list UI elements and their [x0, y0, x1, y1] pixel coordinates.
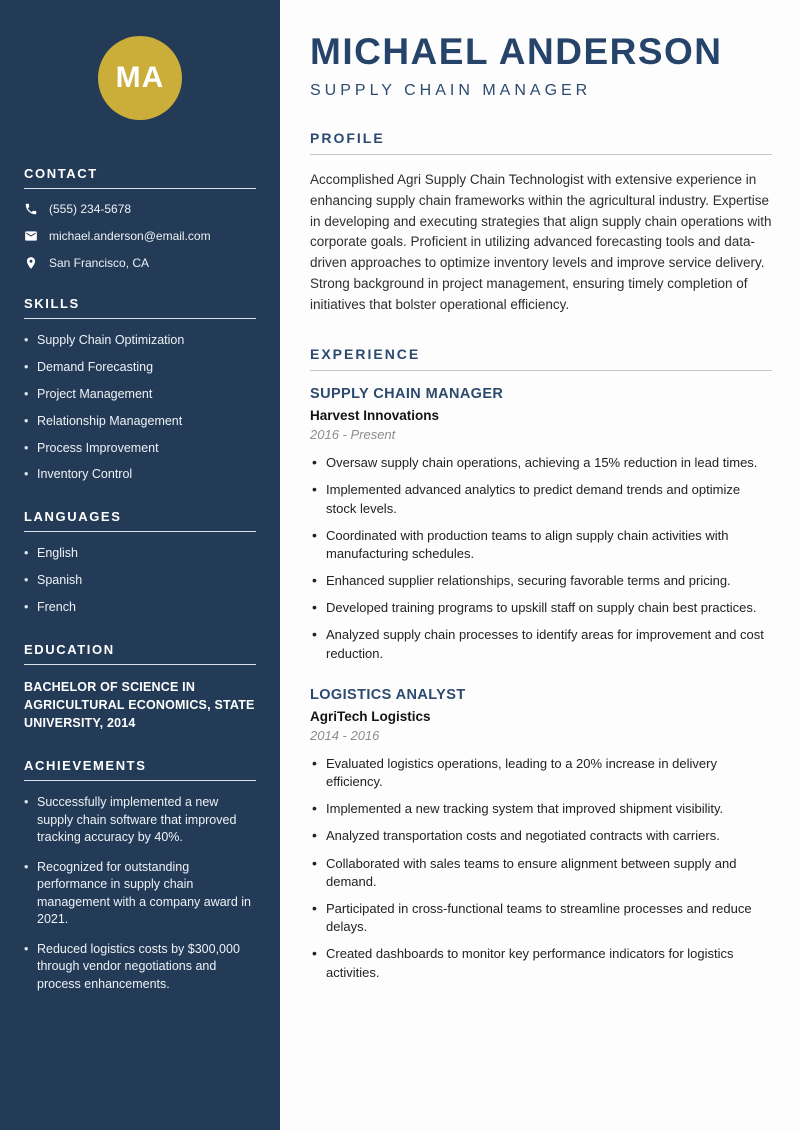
job-bullets: [310, 454, 772, 663]
candidate-name: MICHAEL ANDERSON: [310, 31, 723, 72]
phone-icon: [24, 202, 38, 216]
job-bullet: • Participated in cross-functional teams to streamline processes and reduce delays.: [310, 900, 772, 936]
achievement-item: • Successfully implemented a new supply chain software that improved tracking accuracy by 40%.: [24, 794, 256, 847]
job-block-2: [310, 687, 772, 982]
profile-heading: PROFILE: [310, 130, 772, 155]
candidate-job-title: SUPPLY CHAIN MANAGER: [310, 81, 592, 99]
job-bullet: • Enhanced supplier relationships, securing favorable terms and pricing.: [310, 572, 772, 590]
skills-list: [24, 332, 256, 483]
language-item: • French: [24, 599, 256, 616]
language-item: • Spanish: [24, 572, 256, 589]
achievements-heading: ACHIEVEMENTS: [24, 758, 256, 781]
job-company: Harvest Innovations: [310, 408, 440, 424]
job-company: AgriTech Logistics: [310, 708, 431, 724]
contact-heading: CONTACT: [24, 166, 256, 189]
sidebar: [0, 0, 280, 1130]
location-icon: [24, 256, 38, 270]
skills-heading: SKILLS: [24, 296, 256, 319]
job-bullet: • Implemented advanced analytics to predict demand trends and optimize stock levels.: [310, 481, 772, 517]
job-bullet: • Created dashboards to monitor key performance indicators for logistics activities.: [310, 945, 772, 981]
avatar: [98, 36, 182, 120]
languages-section: [24, 509, 256, 616]
job-bullet: • Developed training programs to upskill staff on supply chain best practices.: [310, 599, 772, 617]
job-bullet: • Evaluated logistics operations, leading to a 20% increase in delivery efficiency.: [310, 755, 772, 791]
achievements-list: [24, 794, 256, 993]
education-section: [24, 642, 256, 732]
languages-list: [24, 545, 256, 616]
skill-item: • Inventory Control: [24, 466, 256, 483]
job-bullet: • Collaborated with sales teams to ensure alignment between supply and demand.: [310, 855, 772, 891]
skill-item: • Supply Chain Optimization: [24, 332, 256, 349]
job-role: LOGISTICS ANALYST: [310, 686, 466, 703]
avatar-initials: MA: [115, 61, 165, 94]
main-content: [280, 0, 800, 1130]
job-dates: 2014 - 2016: [310, 727, 380, 743]
languages-heading: LANGUAGES: [24, 509, 256, 532]
profile-text: Accomplished Agri Supply Chain Technologist with extensive experience in enhancing supply chain frameworks within the agricultural industry. Expertise in developing and executing strategies that align supply chain operations with corporate goals. Proficient in utilizing advanced forecasting tools and data-driven approaches to optimize inventory levels and improve service delivery. Strong background in project management, ensuring timely completion of initiatives that bolster operational efficiency.: [310, 171, 772, 313]
job-bullet: • Analyzed transportation costs and negotiated contracts with carriers.: [310, 827, 772, 845]
job-bullets: [310, 755, 772, 982]
job-bullet: • Analyzed supply chain processes to identify areas for improvement and cost reduction.: [310, 626, 772, 662]
contact-email-row: [24, 229, 256, 243]
skill-item: • Demand Forecasting: [24, 359, 256, 376]
achievement-item: • Recognized for outstanding performance in supply chain management with a company award in 2021.: [24, 859, 256, 929]
achievements-section: [24, 758, 256, 993]
contact-phone-text: (555) 234-5678: [49, 202, 132, 216]
education-heading: EDUCATION: [24, 642, 256, 665]
job-role: SUPPLY CHAIN MANAGER: [310, 386, 504, 403]
contact-phone-row: [24, 202, 256, 216]
job-bullet: • Coordinated with production teams to align supply chain activities with manufacturing schedules.: [310, 527, 772, 563]
job-bullet: • Implemented a new tracking system that improved shipment visibility.: [310, 800, 772, 818]
contact-email-text: michael.anderson@email.com: [49, 229, 211, 243]
skill-item: • Relationship Management: [24, 413, 256, 430]
experience-heading: EXPERIENCE: [310, 346, 772, 371]
job-bullet: • Oversaw supply chain operations, achieving a 15% reduction in lead times.: [310, 454, 772, 472]
contact-location-text: San Francisco, CA: [49, 256, 150, 270]
language-item: • English: [24, 545, 256, 562]
contact-location-row: [24, 256, 256, 270]
job-dates: 2016 - Present: [310, 427, 396, 443]
achievement-item: • Reduced logistics costs by $300,000 through vendor negotiations and process enhancements.: [24, 941, 256, 994]
education-degree: BACHELOR OF SCIENCE IN AGRICULTURAL ECONOMICS, STATE UNIVERSITY, 2014: [24, 679, 255, 731]
skill-item: • Process Improvement: [24, 440, 256, 457]
skills-section: [24, 296, 256, 483]
skill-item: • Project Management: [24, 386, 256, 403]
email-icon: [24, 229, 38, 243]
job-block-1: [310, 386, 772, 663]
contact-section: [24, 166, 256, 270]
